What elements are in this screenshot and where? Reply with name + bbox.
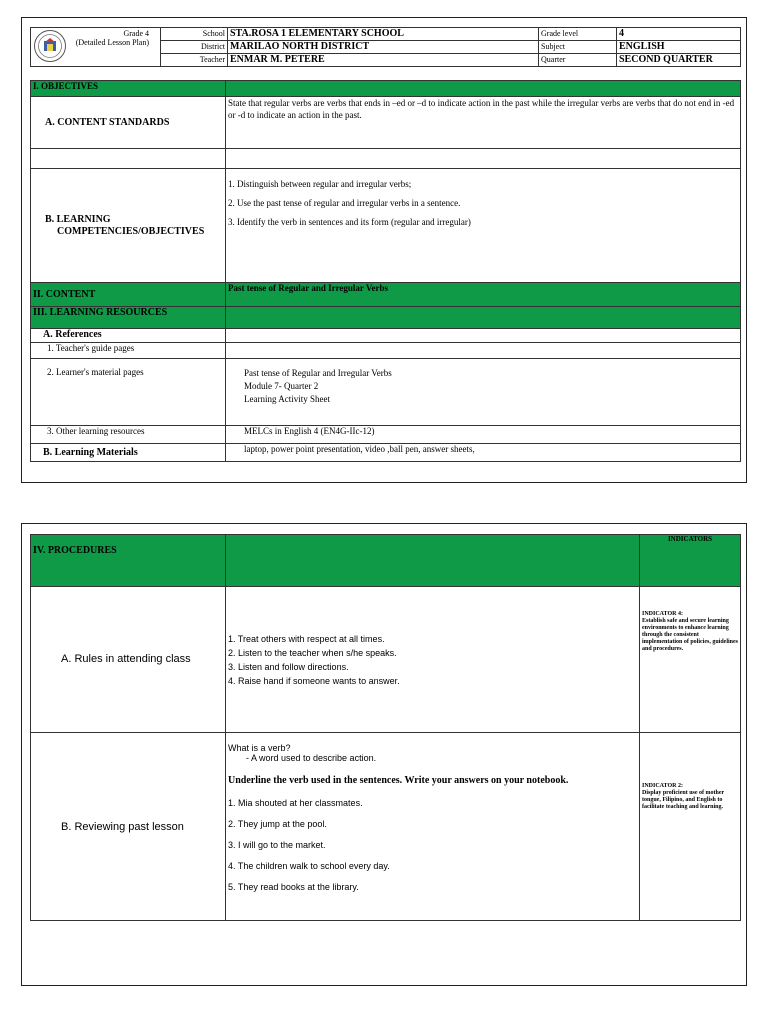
objectives-heading: I. OBJECTIVES [31, 81, 226, 97]
indicator-4-text: Establish safe and secure learning environments to enhance learning through the consistent implementation of policies, guidelines and procedures. [642, 618, 738, 652]
indicator-2-title: INDICATOR 2: [642, 783, 683, 789]
indicator-2-cell [640, 733, 741, 921]
subject-label: Subject [539, 41, 617, 54]
procedures-heading: IV. PROCEDURES [31, 535, 226, 587]
competencies-label [31, 169, 226, 283]
learners-material-line: Learning Activity Sheet [244, 394, 330, 404]
grade-heading-text: Grade 4 [123, 29, 149, 38]
quarter-value: SECOND QUARTER [617, 54, 741, 67]
content-standards-text: State that regular verbs are verbs that ends in –ed or –d to indicate action in the past while the irregular verbs are verbs that do not end in -ed or -d to indicate an action in the past. [226, 97, 741, 149]
review-item: 1. Mia shouted at her classmates. [228, 798, 363, 808]
review-item: 4. The children walk to school every day. [228, 861, 390, 871]
grade-level-value: 4 [617, 28, 741, 41]
objectives-heading-fill [226, 81, 741, 97]
teacher-value: ENMAR M. PETERE [228, 54, 539, 67]
competencies-list [226, 169, 741, 283]
lesson-plan-page-2 [21, 523, 747, 986]
competency-item: 2. Use the past tense of regular and irregular verbs in a sentence. [228, 198, 461, 208]
other-resources-label: 3. Other learning resources [31, 426, 226, 444]
learners-material-line: Module 7- Quarter 2 [244, 381, 319, 391]
learners-material-list [226, 359, 741, 426]
teacher-label: Teacher [161, 54, 228, 67]
content-value: Past tense of Regular and Irregular Verbs [226, 283, 741, 307]
subject-value: ENGLISH [617, 41, 741, 54]
empty-cell [226, 149, 741, 169]
lesson-plan-page-1 [21, 17, 747, 483]
indicator-4-cell [640, 587, 741, 733]
indicator-2-text: Display proficient use of mother tongue, Filipino, and English to facilitate teaching and learning. [642, 790, 725, 810]
learning-materials-label: B. Learning Materials [31, 444, 226, 462]
rule-item: 1. Treat others with respect at all times. [228, 633, 385, 644]
review-instruction: Underline the verb used in the sentences. Write your answers on your notebook. [228, 775, 569, 786]
content-standards-label: A. CONTENT STANDARDS [31, 97, 226, 149]
school-label: School [161, 28, 228, 41]
plan-type-text: (Detailed Lesson Plan) [75, 38, 149, 47]
review-question: What is a verb? [228, 743, 291, 753]
district-value: MARILAO NORTH DISTRICT [228, 41, 539, 54]
review-item: 2. They jump at the pool. [228, 819, 327, 829]
learners-material-label: 2. Learner's material pages [31, 359, 226, 426]
learners-material-line: Past tense of Regular and Irregular Verbs [244, 368, 392, 378]
review-label: B. Reviewing past lesson [31, 733, 226, 921]
rules-list [226, 587, 640, 733]
district-label: District [161, 41, 228, 54]
header-table [30, 27, 741, 67]
resources-heading-fill [226, 307, 741, 329]
indicator-4-title: INDICATOR 4: [642, 611, 683, 617]
grade-heading [67, 29, 149, 47]
review-item: 3. I will go to the market. [228, 840, 326, 850]
references-value [226, 329, 741, 343]
procedures-heading-fill [226, 535, 640, 587]
competency-item: 1. Distinguish between regular and irregular verbs; [228, 179, 412, 189]
competencies-label-line2: COMPETENCIES/OBJECTIVES [57, 225, 205, 237]
teachers-guide-label: 1. Teacher's guide pages [31, 343, 226, 359]
learning-materials-value: laptop, power point presentation, video ,ball pen, answer sheets, [226, 444, 741, 462]
references-label: A. References [31, 329, 226, 343]
rule-item: 4. Raise hand if someone wants to answer. [228, 675, 400, 686]
indicators-heading: INDICATORS [640, 535, 741, 587]
teachers-guide-value [226, 343, 741, 359]
review-answer: - A word used to describe action. [246, 753, 377, 763]
objectives-table [30, 80, 741, 462]
logo-cell [31, 28, 161, 67]
procedures-table [30, 534, 741, 921]
review-item: 5. They read books at the library. [228, 882, 359, 892]
quarter-label: Quarter [539, 54, 617, 67]
rule-item: 3. Listen and follow directions. [228, 661, 349, 672]
school-value: STA.ROSA 1 ELEMENTARY SCHOOL [228, 28, 539, 41]
grade-level-label: Grade level [539, 28, 617, 41]
deped-seal-icon [33, 29, 67, 63]
empty-cell [31, 149, 226, 169]
rules-label: A. Rules in attending class [31, 587, 226, 733]
resources-heading: III. LEARNING RESOURCES [31, 307, 226, 329]
review-content [226, 733, 640, 921]
rule-item: 2. Listen to the teacher when s/he speaks. [228, 647, 397, 658]
content-label: II. CONTENT [31, 283, 226, 307]
competencies-label-line1: B. LEARNING [45, 213, 111, 225]
other-resources-value: MELCs in English 4 (EN4G-IIc-12) [226, 426, 741, 444]
competency-item: 3. Identify the verb in sentences and its form (regular and irregular) [228, 217, 471, 227]
